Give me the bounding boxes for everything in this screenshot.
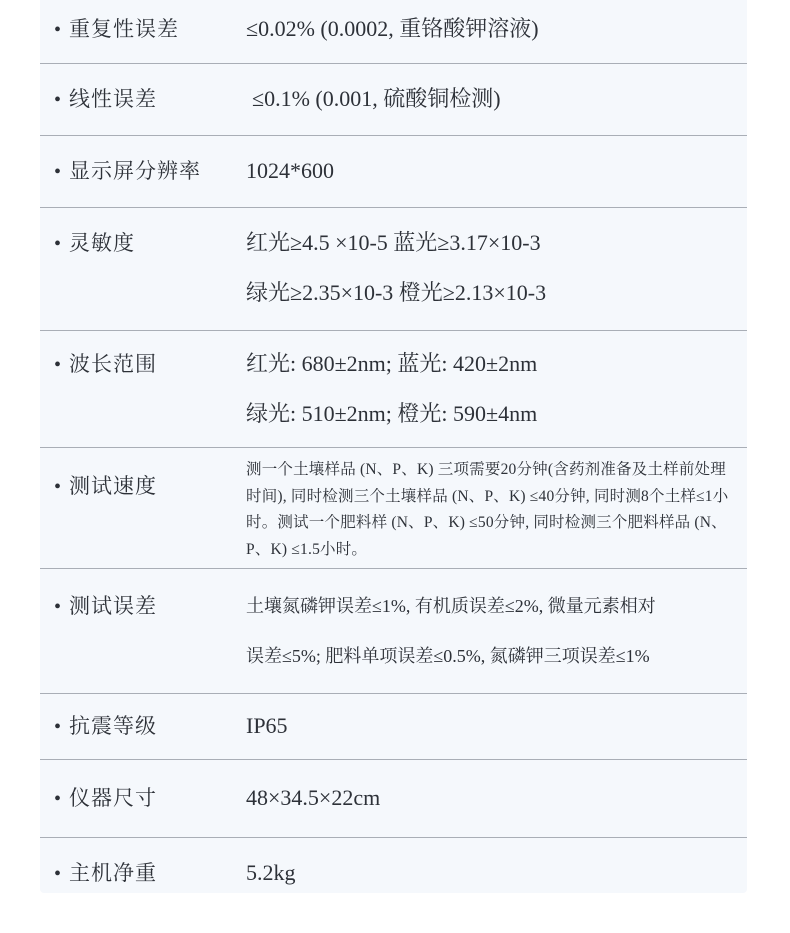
spec-label-cell: [40, 82, 246, 117]
spec-label: 仪器尺寸: [69, 786, 158, 810]
bullet-icon: •: [54, 716, 62, 738]
bullet-icon: •: [54, 596, 62, 618]
spec-label-cell: [40, 781, 246, 816]
spec-label-cell: [40, 457, 246, 504]
spec-label: 线性误差: [69, 87, 158, 111]
spec-label: 灵敏度: [69, 231, 136, 255]
spec-value-cell: [246, 709, 747, 743]
spec-value-cell: [246, 218, 747, 318]
spec-value-cell: [246, 12, 747, 46]
spec-table: [40, 0, 747, 893]
spec-value-cell: [246, 82, 747, 116]
spec-label: 主机净重: [69, 861, 158, 885]
bullet-icon: •: [54, 161, 62, 183]
spec-label-cell: [40, 12, 246, 47]
spec-value: 5.2kg: [246, 860, 296, 885]
spec-value: 1024*600: [246, 158, 334, 183]
spec-label: 重复性误差: [69, 17, 180, 41]
spec-label: 测试误差: [69, 594, 158, 618]
spec-value-line1: 土壤氮磷钾误差≤1%, 有机质误差≤2%, 微量元素相对: [246, 596, 656, 616]
spec-value-cell: [246, 457, 747, 563]
spec-row-repeatability: [40, 0, 747, 64]
spec-label: 显示屏分辨率: [69, 159, 202, 183]
spec-row-test-error: [40, 569, 747, 694]
spec-label-cell: [40, 218, 246, 269]
bullet-icon: •: [54, 89, 62, 111]
bullet-icon: •: [54, 863, 62, 885]
spec-label: 测试速度: [69, 474, 158, 498]
spec-label: 抗震等级: [69, 714, 158, 738]
spec-row-test-speed: [40, 448, 747, 569]
spec-label-cell: [40, 581, 246, 632]
spec-row-net-weight: [40, 838, 747, 909]
spec-row-sensitivity: [40, 208, 747, 331]
spec-value-line2: 绿光: 510±2nm; 橙光: 590±4nm: [246, 401, 538, 426]
spec-value: 测一个土壤样品 (N、P、K) 三项需要20分钟(含药剂准备及土样前处理时间), 同时检测三个土壤样品 (N、P、K) ≤40分钟, 同时测8个土样≤1小时。测试一个肥料样 (N、P、K) ≤50分钟, 同时检测三个肥料样品 (N、P、K) ≤1.5小时。: [246, 461, 729, 558]
bullet-icon: •: [54, 476, 62, 498]
spec-row-resolution: [40, 136, 747, 208]
spec-value: IP65: [246, 713, 288, 738]
spec-label-cell: [40, 154, 246, 189]
spec-value-cell: [246, 154, 747, 188]
spec-label-cell: [40, 856, 246, 891]
spec-value-line1: 红光: 680±2nm; 蓝光: 420±2nm: [246, 351, 538, 376]
spec-value: ≤0.1% (0.001, 硫酸铜检测): [252, 86, 501, 111]
bullet-icon: •: [54, 788, 62, 810]
spec-row-wavelength: [40, 331, 747, 448]
spec-label-cell: [40, 339, 246, 390]
spec-value-cell: [246, 581, 747, 681]
spec-value-cell: [246, 856, 747, 890]
bullet-icon: •: [54, 19, 62, 41]
spec-value-line2: 绿光≥2.35×10-3 橙光≥2.13×10-3: [246, 280, 547, 305]
spec-value: 48×34.5×22cm: [246, 785, 381, 810]
bullet-icon: •: [54, 233, 62, 255]
spec-row-linearity: [40, 64, 747, 136]
spec-label: 波长范围: [69, 352, 158, 376]
bullet-icon: •: [54, 354, 62, 376]
spec-row-shock-rating: [40, 694, 747, 760]
spec-value-line1: 红光≥4.5 ×10-5 蓝光≥3.17×10-3: [246, 230, 541, 255]
spec-value-cell: [246, 339, 747, 439]
spec-value-line2: 误差≤5%; 肥料单项误差≤0.5%, 氮磷钾三项误差≤1%: [246, 646, 650, 666]
spec-value: ≤0.02% (0.0002, 重铬酸钾溶液): [246, 16, 539, 41]
spec-row-dimensions: [40, 760, 747, 838]
spec-label-cell: [40, 709, 246, 744]
spec-value-cell: [246, 781, 747, 815]
